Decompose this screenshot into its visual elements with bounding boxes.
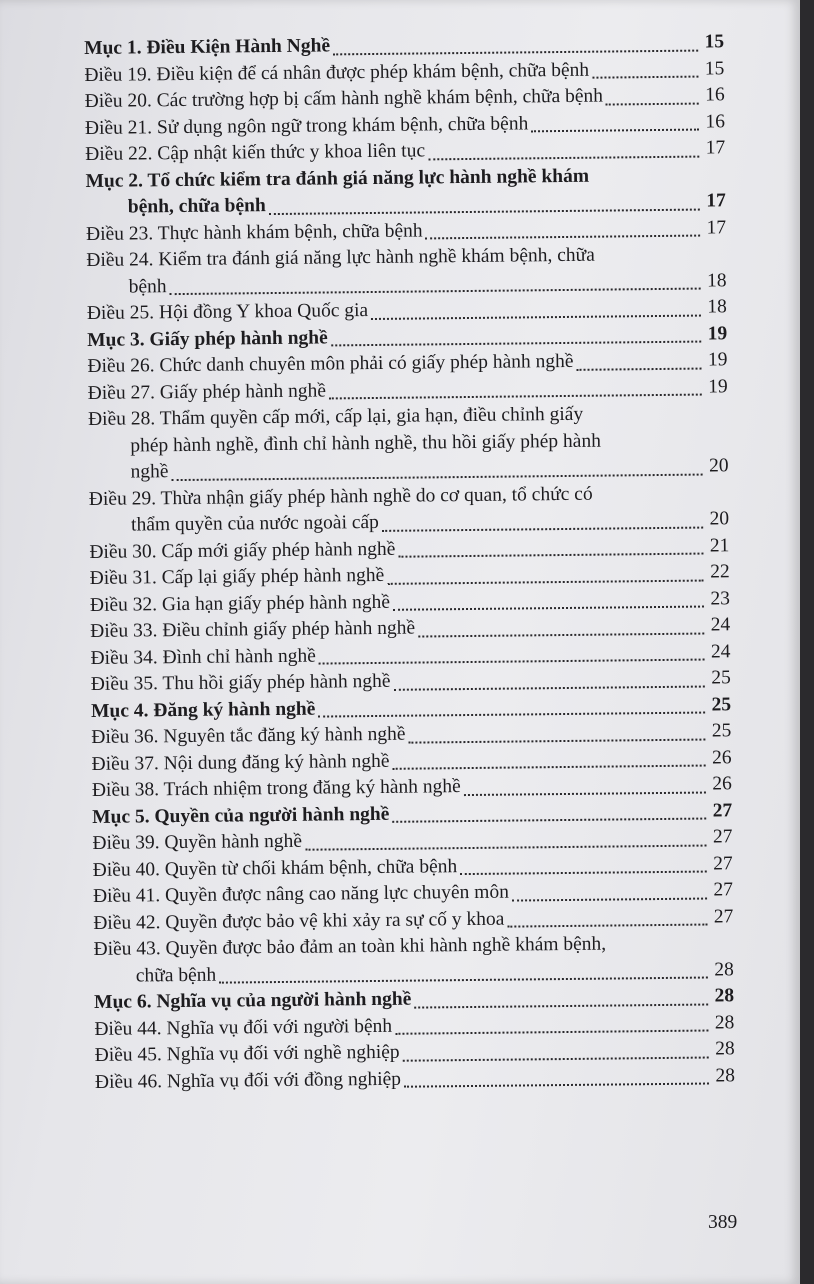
toc-page-number: 27: [712, 826, 733, 848]
toc-entry-title: Điều 26. Chức danh chuyên môn phải có giấy phép hành nghề: [87, 350, 574, 377]
dot-leader: [333, 41, 698, 55]
toc-page-number: 27: [713, 879, 734, 901]
dot-leader: [171, 465, 702, 481]
dot-leader: [592, 68, 698, 79]
dot-leader: [507, 916, 707, 928]
dot-leader: [576, 359, 701, 370]
toc-page-number: 20: [708, 455, 729, 477]
toc-entry-title: Mục 5. Quyền của người hành nghề: [92, 803, 390, 828]
toc-entry-title-line: Điều 29. Thừa nhận giấy phép hành nghề do cơ quan, tổ chức có: [88, 483, 593, 510]
dot-leader: [392, 757, 705, 770]
toc-entry-title: Điều 45. Nghĩa vụ đối với nghề nghiệp: [94, 1041, 400, 1066]
toc-page-number: 19: [707, 349, 728, 371]
toc-page-number: 24: [710, 614, 731, 636]
toc-entry-title: bệnh, chữa bệnh: [127, 195, 266, 218]
toc-entry-title: Điều 41. Quyền được nâng cao năng lực chuyên môn: [92, 881, 510, 907]
toc-page-number: 19: [708, 375, 728, 397]
toc-entry-title: Điều 23. Thực hành khám bệnh, chữa bệnh: [85, 219, 423, 245]
toc-entry-title: Điều 27. Giấy phép hành nghề: [87, 379, 327, 404]
dot-leader: [606, 94, 699, 105]
toc-page-number: 18: [707, 296, 727, 318]
toc-entry-title: chữa bệnh: [135, 964, 217, 987]
dot-leader: [392, 810, 706, 823]
toc-page-number: 17: [706, 216, 727, 238]
toc-entry-title: Mục 1. Điều Kiện Hành Nghề: [84, 35, 331, 59]
dot-leader: [318, 704, 705, 718]
table-of-contents: [84, 29, 735, 1096]
toc-page-number: 16: [705, 110, 726, 132]
toc-page-number: 17: [705, 137, 726, 159]
toc-entry-title: Điều 36. Nguyên tắc đăng ký hành nghề: [91, 723, 406, 748]
dot-leader: [387, 571, 703, 584]
toc-entry-block: [93, 930, 734, 990]
dot-leader: [331, 333, 702, 347]
toc-page-number: 18: [706, 269, 727, 291]
toc-page-number: 28: [715, 1064, 736, 1086]
dot-leader: [464, 783, 706, 796]
toc-page-number: 28: [715, 1038, 735, 1060]
toc-entry-title: Điều 35. Thu hồi giấy phép hành nghề: [90, 670, 391, 695]
dot-leader: [403, 1048, 709, 1061]
toc-page-number: 25: [711, 720, 732, 742]
toc-section-block: [85, 162, 726, 222]
toc-entry-title: Điều 37. Nội dung đăng ký hành nghề: [91, 750, 390, 775]
dot-leader: [512, 889, 707, 901]
toc-page-number: 26: [711, 746, 732, 768]
toc-entry-title: Điều 19. Điều kiện để cá nhân được phép khám bệnh, chữa bệnh: [84, 59, 590, 86]
toc-page-number: 28: [714, 958, 734, 980]
toc-entry-title-line: Mục 2. Tổ chức kiểm tra đánh giá năng lực hành nghề khám: [85, 165, 590, 192]
dot-leader: [418, 624, 704, 637]
toc-page-number: 15: [704, 31, 725, 53]
toc-page-number: 22: [710, 561, 730, 583]
toc-entry-title: Điều 39. Quyền hành nghề: [92, 830, 303, 854]
toc-entry-title: bệnh: [128, 275, 167, 298]
toc-page-number: 25: [711, 693, 732, 715]
toc-entry-title: Mục 4. Đăng ký hành nghề: [90, 698, 316, 722]
toc-entry-title: Điều 38. Trách nhiệm trong đăng ký hành nghề: [91, 776, 461, 801]
toc-entry-block: [88, 400, 729, 486]
toc-entry-block: [86, 241, 727, 301]
toc-page-number: 27: [713, 852, 733, 874]
toc-page-number: 21: [709, 534, 730, 556]
toc-page-number: 15: [704, 57, 725, 79]
toc-entry-title-line: Điều 28. Thẩm quyền cấp mới, cấp lại, gia hạn, điều chỉnh giấy: [87, 403, 584, 430]
toc-entry-title: Điều 46. Nghĩa vụ đối với đồng nghiệp: [94, 1068, 402, 1093]
dot-leader: [531, 121, 699, 133]
dot-leader: [329, 386, 702, 400]
toc-entry-title: Mục 6. Nghĩa vụ của người hành nghề: [94, 988, 412, 1013]
page-number: 389: [708, 1212, 738, 1233]
toc-page-number: 24: [710, 640, 731, 662]
toc-entry-row: [95, 1063, 735, 1096]
toc-entry-title-line: phép hành nghề, đình chỉ hành nghề, thu hồi giấy phép hành: [130, 430, 601, 457]
dot-leader: [305, 836, 707, 850]
dot-leader: [426, 227, 701, 240]
toc-entry-title: Mục 3. Giấy phép hành nghề: [87, 326, 328, 351]
toc-entry-title: Điều 22. Cập nhật kiến thức y khoa liên tục: [85, 140, 426, 165]
toc-entry-title-line: Điều 24. Kiểm tra đánh giá năng lực hành nghề khám bệnh, chữa: [86, 244, 595, 271]
toc-page-number: 27: [713, 905, 734, 927]
dot-leader: [395, 1022, 708, 1035]
toc-entry-title: nghề: [130, 461, 169, 483]
toc-page-number: 28: [714, 985, 735, 1007]
toc-entry-title-line: Điều 43. Quyền được bảo đảm an toàn khi hành nghề khám bệnh,: [93, 933, 607, 960]
toc-page-number: 20: [709, 508, 730, 530]
toc-entry-title: Điều 20. Các trường hợp bị cấm hành nghề khám bệnh, chữa bệnh: [84, 85, 604, 112]
dot-leader: [408, 730, 705, 743]
dot-leader: [428, 147, 699, 160]
dot-leader: [219, 969, 708, 984]
dot-leader: [460, 863, 707, 876]
dot-leader: [382, 518, 703, 531]
toc-page-number: 23: [710, 587, 731, 609]
dot-leader: [404, 1075, 709, 1088]
toc-entry-title: Điều 40. Quyền từ chối khám bệnh, chữa bệnh: [92, 855, 458, 881]
toc-page-number: 16: [705, 84, 725, 106]
toc-entry-title: Điều 21. Sử dụng ngôn ngữ trong khám bệnh, chữa bệnh: [84, 112, 529, 139]
dot-leader: [393, 677, 704, 690]
toc-page-number: 26: [712, 773, 732, 795]
toc-page-number: 17: [706, 190, 726, 212]
dot-leader: [371, 306, 701, 319]
dot-leader: [414, 995, 708, 1008]
dot-leader: [398, 545, 703, 558]
toc-entry-title: Điều 30. Cấp mới giấy phép hành nghề: [89, 538, 396, 563]
toc-entry-title: thẩm quyền của nước ngoài cấp: [131, 511, 379, 536]
toc-page-number: 25: [711, 667, 731, 689]
toc-entry-title: Điều 33. Điều chỉnh giấy phép hành nghề: [90, 617, 416, 642]
toc-entry-title: Điều 31. Cấp lại giấy phép hành nghề: [89, 564, 385, 589]
toc-entry-title: Điều 32. Gia hạn giấy phép hành nghề: [89, 591, 391, 616]
toc-entry-title: Điều 25. Hội đồng Y khoa Quốc gia: [86, 300, 369, 324]
toc-page-number: 27: [712, 799, 733, 821]
dot-leader: [170, 280, 701, 296]
toc-entry-title: Điều 44. Nghĩa vụ đối với người bệnh: [94, 1015, 393, 1040]
dot-leader: [319, 651, 705, 665]
toc-page-number: 19: [707, 322, 728, 344]
toc-entry-title: Điều 42. Quyền được bảo vệ khi xảy ra sự cố y khoa: [93, 908, 505, 934]
toc-page-number: 28: [714, 1011, 735, 1033]
dot-leader: [269, 200, 700, 215]
toc-entry-block: [89, 480, 730, 540]
dot-leader: [393, 598, 704, 611]
toc-entry-title: Điều 34. Đình chỉ hành nghề: [90, 645, 316, 669]
